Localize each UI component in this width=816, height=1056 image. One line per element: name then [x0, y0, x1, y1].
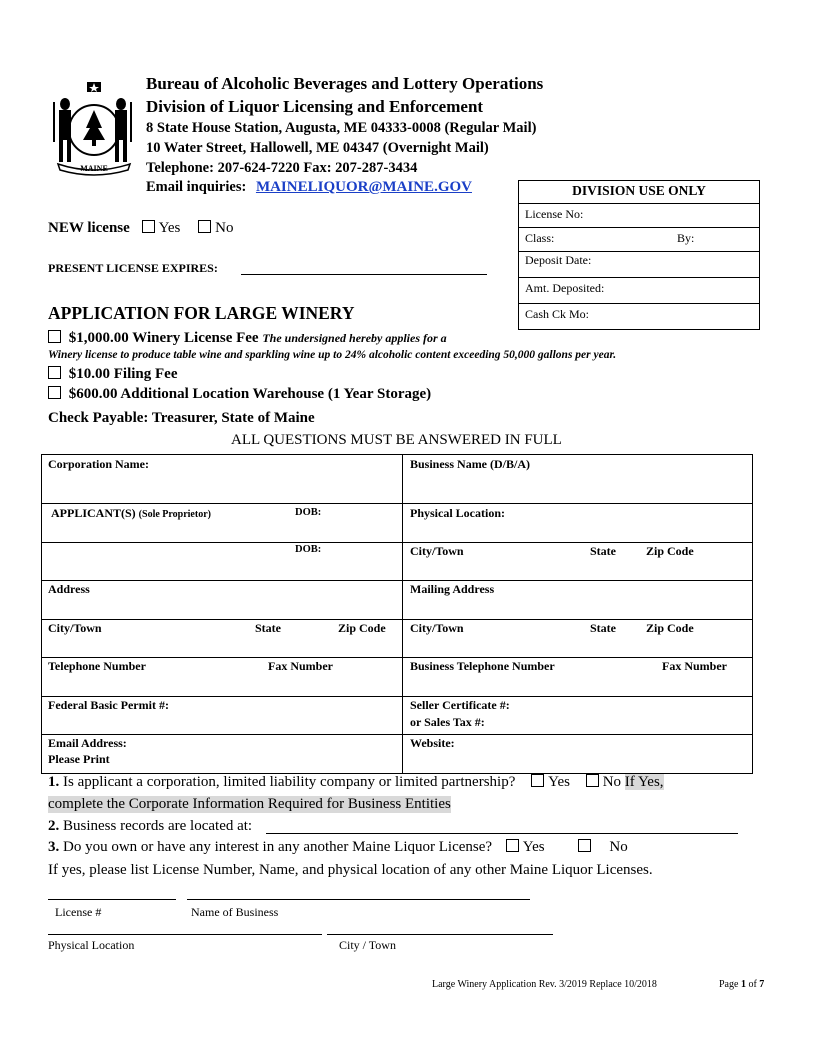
physical-zip-field[interactable]: Zip Code — [646, 544, 694, 558]
seller-certificate-field[interactable]: Seller Certificate #: — [410, 698, 510, 712]
business-name-field[interactable]: Business Name (D/B/A) — [410, 457, 531, 471]
applicants-field[interactable]: APPLICANT(S) (Sole Proprietor) — [51, 506, 211, 520]
license-number-label: License # — [55, 905, 102, 919]
question-2: 2. Business records are located at: — [48, 818, 253, 834]
new-license-yes-checkbox[interactable] — [142, 220, 155, 233]
mailing-city-field[interactable]: City/Town — [410, 621, 464, 635]
telephone-fax: Telephone: 207-624-7220 Fax: 207-287-3434 — [146, 160, 418, 176]
check-payable: Check Payable: Treasurer, State of Maine — [48, 410, 315, 426]
business-records-line[interactable] — [266, 833, 738, 834]
warehouse-fee-checkbox[interactable] — [48, 386, 61, 399]
physical-city-field[interactable]: City/Town — [410, 544, 464, 558]
sales-tax-field[interactable]: or Sales Tax #: — [410, 715, 485, 729]
physical-location-line[interactable] — [48, 934, 322, 935]
bureau-title: Bureau of Alcoholic Beverages and Lottery Operations — [146, 74, 544, 93]
division-use-only-box — [518, 180, 760, 330]
physical-location-field[interactable]: Physical Location: — [410, 506, 505, 520]
q3-no-checkbox[interactable] — [578, 839, 591, 852]
revision-note: Large Winery Application Rev. 3/2019 Replace 10/2018 — [432, 979, 657, 990]
filing-fee-row: $10.00 Filing Fee — [48, 366, 178, 383]
please-print-label: Please Print — [48, 752, 110, 766]
winery-fee-description: Winery license to produce table wine and sparkling wine up to 24% alcoholic content exceeding 50,000 gallons per year. — [48, 349, 617, 361]
q1-no-checkbox[interactable] — [586, 774, 599, 787]
overnight-mail-address: 10 Water Street, Hallowell, ME 04347 (Overnight Mail) — [146, 140, 489, 156]
amt-deposited-field[interactable]: Amt. Deposited: — [519, 277, 759, 303]
present-license-expires-line[interactable] — [241, 274, 487, 275]
question-1: 1. Is applicant a corporation, limited liability company or limited partnership? Yes No If Yes, — [48, 774, 664, 790]
business-name-line[interactable] — [187, 899, 530, 900]
city-town-line[interactable] — [327, 934, 553, 935]
page-number: Page 1 of 7 — [719, 979, 765, 990]
winery-fee-checkbox[interactable] — [48, 330, 61, 343]
dob-field-2[interactable]: DOB: — [295, 544, 322, 555]
business-telephone-field[interactable]: Business Telephone Number — [410, 659, 555, 673]
applicant-zip-field[interactable]: Zip Code — [338, 621, 386, 635]
applicant-info-table — [41, 454, 753, 774]
applicant-city-field[interactable]: City/Town — [48, 621, 102, 635]
physical-location-label: Physical Location — [48, 938, 135, 952]
division-title: Division of Liquor Licensing and Enforcement — [146, 97, 484, 116]
corporation-name-field[interactable]: Corporation Name: — [48, 457, 149, 471]
regular-mail-address: 8 State House Station, Augusta, ME 04333-0008 (Regular Mail) — [146, 120, 537, 136]
mailing-address-field[interactable]: Mailing Address — [410, 582, 495, 596]
question-1-instruction: complete the Corporate Information Required for Business Entities — [48, 796, 451, 812]
business-fax-field[interactable]: Fax Number — [662, 659, 727, 673]
warehouse-fee-row: $600.00 Additional Location Warehouse (1 Year Storage) — [48, 386, 431, 403]
business-name-label: Name of Business — [191, 905, 279, 919]
class-field[interactable]: Class: By: — [519, 227, 759, 251]
all-questions-notice: ALL QUESTIONS MUST BE ANSWERED IN FULL — [231, 432, 562, 448]
question-3: 3. Do you own or have any interest in any another Maine Liquor License? Yes No — [48, 839, 628, 855]
seal-text: MAINE — [80, 164, 108, 173]
division-use-title: DIVISION USE ONLY — [572, 183, 706, 198]
physical-state-field[interactable]: State — [590, 544, 616, 558]
applicant-state-field[interactable]: State — [255, 621, 281, 635]
email-inquiries — [146, 179, 472, 196]
q3-yes-checkbox[interactable] — [506, 839, 519, 852]
filing-fee-checkbox[interactable] — [48, 366, 61, 379]
license-number-line[interactable] — [48, 899, 176, 900]
federal-permit-field[interactable]: Federal Basic Permit #: — [48, 698, 169, 712]
address-field[interactable]: Address — [48, 582, 90, 596]
cash-ck-mo-field[interactable]: Cash Ck Mo: — [519, 303, 759, 328]
telephone-number-field[interactable]: Telephone Number — [48, 659, 146, 673]
email-address-field[interactable]: Email Address: — [48, 736, 127, 750]
maine-state-seal — [50, 80, 136, 176]
license-no-field[interactable]: License No: — [519, 203, 759, 227]
dob-field-1[interactable]: DOB: — [295, 507, 322, 518]
winery-fee-row: $1,000.00 Winery License Fee The undersigned hereby applies for a — [48, 330, 447, 347]
new-license-no-checkbox[interactable] — [198, 220, 211, 233]
email-link[interactable]: MAINELIQUOR@MAINE.GOV — [255, 179, 472, 195]
website-field[interactable]: Website: — [410, 736, 455, 750]
new-license-row: NEW license Yes No — [48, 220, 234, 236]
q1-yes-checkbox[interactable] — [531, 774, 544, 787]
city-town-label: City / Town — [339, 938, 396, 952]
mailing-zip-field[interactable]: Zip Code — [646, 621, 694, 635]
fax-number-field[interactable]: Fax Number — [268, 659, 333, 673]
email-label: Email inquiries: — [146, 179, 247, 195]
application-title: APPLICATION FOR LARGE WINERY — [48, 303, 355, 323]
present-license-expires-label: PRESENT LICENSE EXPIRES: — [48, 261, 218, 275]
question-3-followup: If yes, please list License Number, Name, and physical location of any other Maine Liquor Licenses. — [48, 862, 653, 878]
mailing-state-field[interactable]: State — [590, 621, 616, 635]
deposit-date-field[interactable]: Deposit Date: — [519, 251, 759, 277]
